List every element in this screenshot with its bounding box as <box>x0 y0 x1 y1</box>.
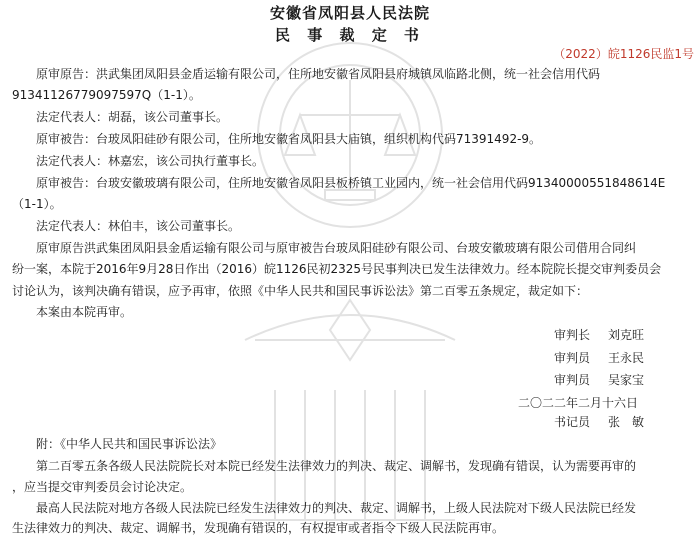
ruling-date: 二〇二二年二月十六日 <box>518 396 639 410</box>
case-number: （2022）皖1126民监1号 <box>553 47 694 61</box>
court-name: 安徽省凤阳县人民法院 <box>269 4 430 22</box>
appendix-article-2-cont: 生法律效力的判决、裁定、调解书，发现确有错误的，有权提审或者指令下级人民法院再审。 <box>12 521 505 535</box>
appendix-article-2: 最高人民法院对地方各级人民法院已经发生法律效力的判决、裁定、调解书，上级人民法院对下级人民法院已经发 <box>36 501 637 515</box>
signature-role: 审判员 <box>553 373 590 387</box>
signature-role: 审判员 <box>553 351 590 365</box>
appendix-title: 附：《中华人民共和国民事诉讼法》 <box>36 437 223 451</box>
plaintiff-representative: 法定代表人：胡磊，该公司董事长。 <box>36 110 229 124</box>
case-history-paragraph-cont: 纷一案，本院于2016年9月28日作出（2016）皖1126民初2325号民事判决已发生法律效力。经本院院长提交审判委员会 <box>12 262 662 276</box>
signature-name: 吴家宝 <box>608 373 645 387</box>
document-type-title: 民 事 裁 定 书 <box>275 26 425 44</box>
ruling-text: 本案由本院再审。 <box>36 305 133 319</box>
defendant1-line: 原审被告：台玻凤阳硅砂有限公司，住所地安徽省凤阳县大庙镇，组织机构代码71391492-9。 <box>36 132 542 146</box>
signature-name: 张 敏 <box>608 415 645 429</box>
defendant1-representative: 法定代表人：林嘉宏，该公司执行董事长。 <box>36 154 265 168</box>
appendix-article-1-cont: ，应当提交审判委员会讨论决定。 <box>12 480 193 494</box>
defendant2-representative: 法定代表人：林伯丰，该公司董事长。 <box>36 219 241 233</box>
plaintiff-line-cont: 91341126779097597Q（1-1）。 <box>12 88 201 102</box>
case-history-paragraph: 原审原告洪武集团凤阳县金盾运输有限公司与原审被告台玻凤阳硅砂有限公司、台玻安徽玻璃有限公司借用合同纠 <box>36 241 637 255</box>
case-history-paragraph-cont: 讨论认为，该判决确有错误，应予再审，依照《中华人民共和国民事诉讼法》第二百零五条规定，裁定如下： <box>12 284 589 298</box>
appendix-article-1: 第二百零五条各级人民法院院长对本院已经发生法律效力的判决、裁定、调解书，发现确有错误，认为需要再审的 <box>36 459 637 473</box>
plaintiff-line: 原审原告：洪武集团凤阳县金盾运输有限公司，住所地安徽省凤阳县府城镇凤临路北侧，统一社会信用代码 <box>36 67 601 81</box>
signature-name: 刘克旺 <box>608 328 645 342</box>
defendant2-line-cont: （1-1）。 <box>12 197 62 211</box>
defendant2-line: 原审被告：台玻安徽玻璃有限公司，住所地安徽省凤阳县板桥镇工业园内，统一社会信用代码91340000551848614E <box>36 176 666 190</box>
signature-name: 王永民 <box>608 351 645 365</box>
signature-role: 审判长 <box>553 328 590 342</box>
signature-role: 书记员 <box>553 415 590 429</box>
